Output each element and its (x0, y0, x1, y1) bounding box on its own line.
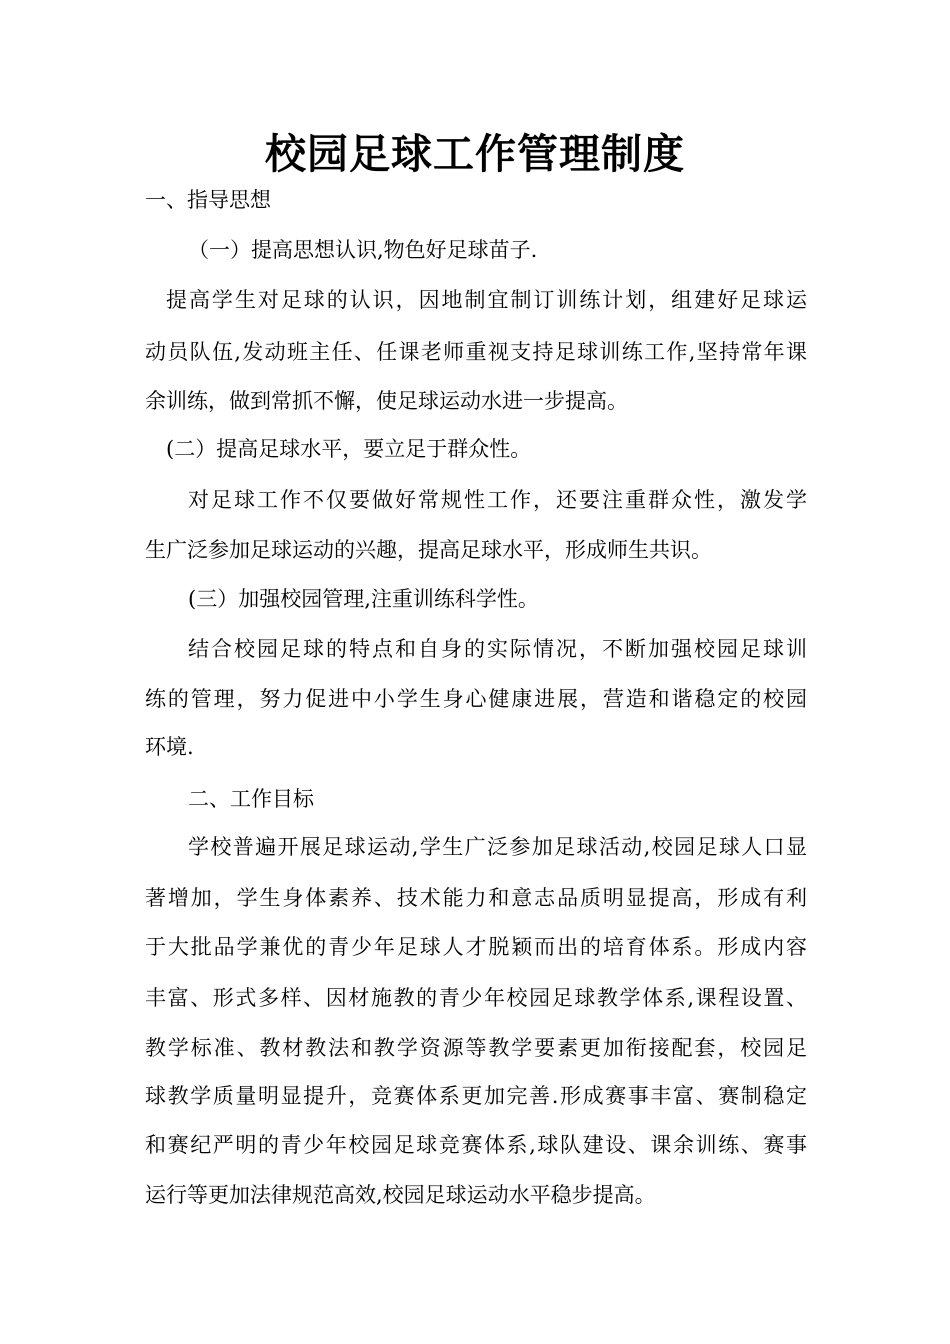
paragraph-line: 和赛纪严明的青少年校园足球竞赛体系,球队建设、课余训练、赛事 (145, 1133, 807, 1157)
paragraph-line: 动员队伍,发动班主任、任课老师重视支持足球训练工作,坚持常年课 (145, 340, 807, 364)
subheading-3: (三）加强校园管理,注重训练科学性。 (188, 587, 539, 611)
paragraph-line: 提高学生对足球的认识，因地制宜制订训练计划，组建好足球运 (166, 288, 807, 312)
paragraph-line: 余训练，做到常抓不懈，使足球运动水进一步提高。 (145, 389, 628, 413)
paragraph-line: 生广泛参加足球运动的兴趣，提高足球水平，形成师生共识。 (145, 538, 712, 562)
paragraph-line: 于大批品学兼优的青少年足球人才脱颖而出的培育体系。形成内容 (145, 935, 807, 959)
paragraph-line: 丰富、形式多样、因材施教的青少年校园足球教学体系,课程设置、 (145, 986, 807, 1010)
paragraph-line: 学校普遍开展足球运动,学生广泛参加足球活动,校园足球人口显 (188, 835, 807, 859)
paragraph-line: 环境. (145, 735, 194, 759)
paragraph-line: 练的管理，努力促进中小学生身心健康进展，营造和谐稳定的校园 (145, 687, 807, 711)
paragraph-line: 教学标准、教材教法和教学资源等教学要素更加衔接配套，校园足 (145, 1036, 807, 1060)
document-title: 校园足球工作管理制度 (265, 130, 685, 178)
paragraph-line: 运行等更加法律规范高效,校园足球运动水平稳步提高。 (145, 1183, 656, 1207)
section-heading-guiding-ideology: 一、指导思想 (145, 188, 271, 212)
paragraph-line: 结合校园足球的特点和自身的实际情况，不断加强校园足球训 (188, 637, 807, 661)
subheading-1: （一）提高思想认识,物色好足球苗子. (188, 238, 538, 262)
section-heading-work-goals: 二、工作目标 (188, 787, 314, 811)
paragraph-line: 著增加，学生身体素养、技术能力和意志品质明显提高，形成有利 (145, 886, 807, 910)
paragraph-line: 对足球工作不仅要做好常规性工作，还要注重群众性，激发学 (188, 488, 807, 512)
paragraph-line: 球教学质量明显提升，竞赛体系更加完善.形成赛事丰富、赛制稳定 (145, 1084, 807, 1108)
subheading-2: (二）提高足球水平，要立足于群众性。 (166, 437, 532, 461)
